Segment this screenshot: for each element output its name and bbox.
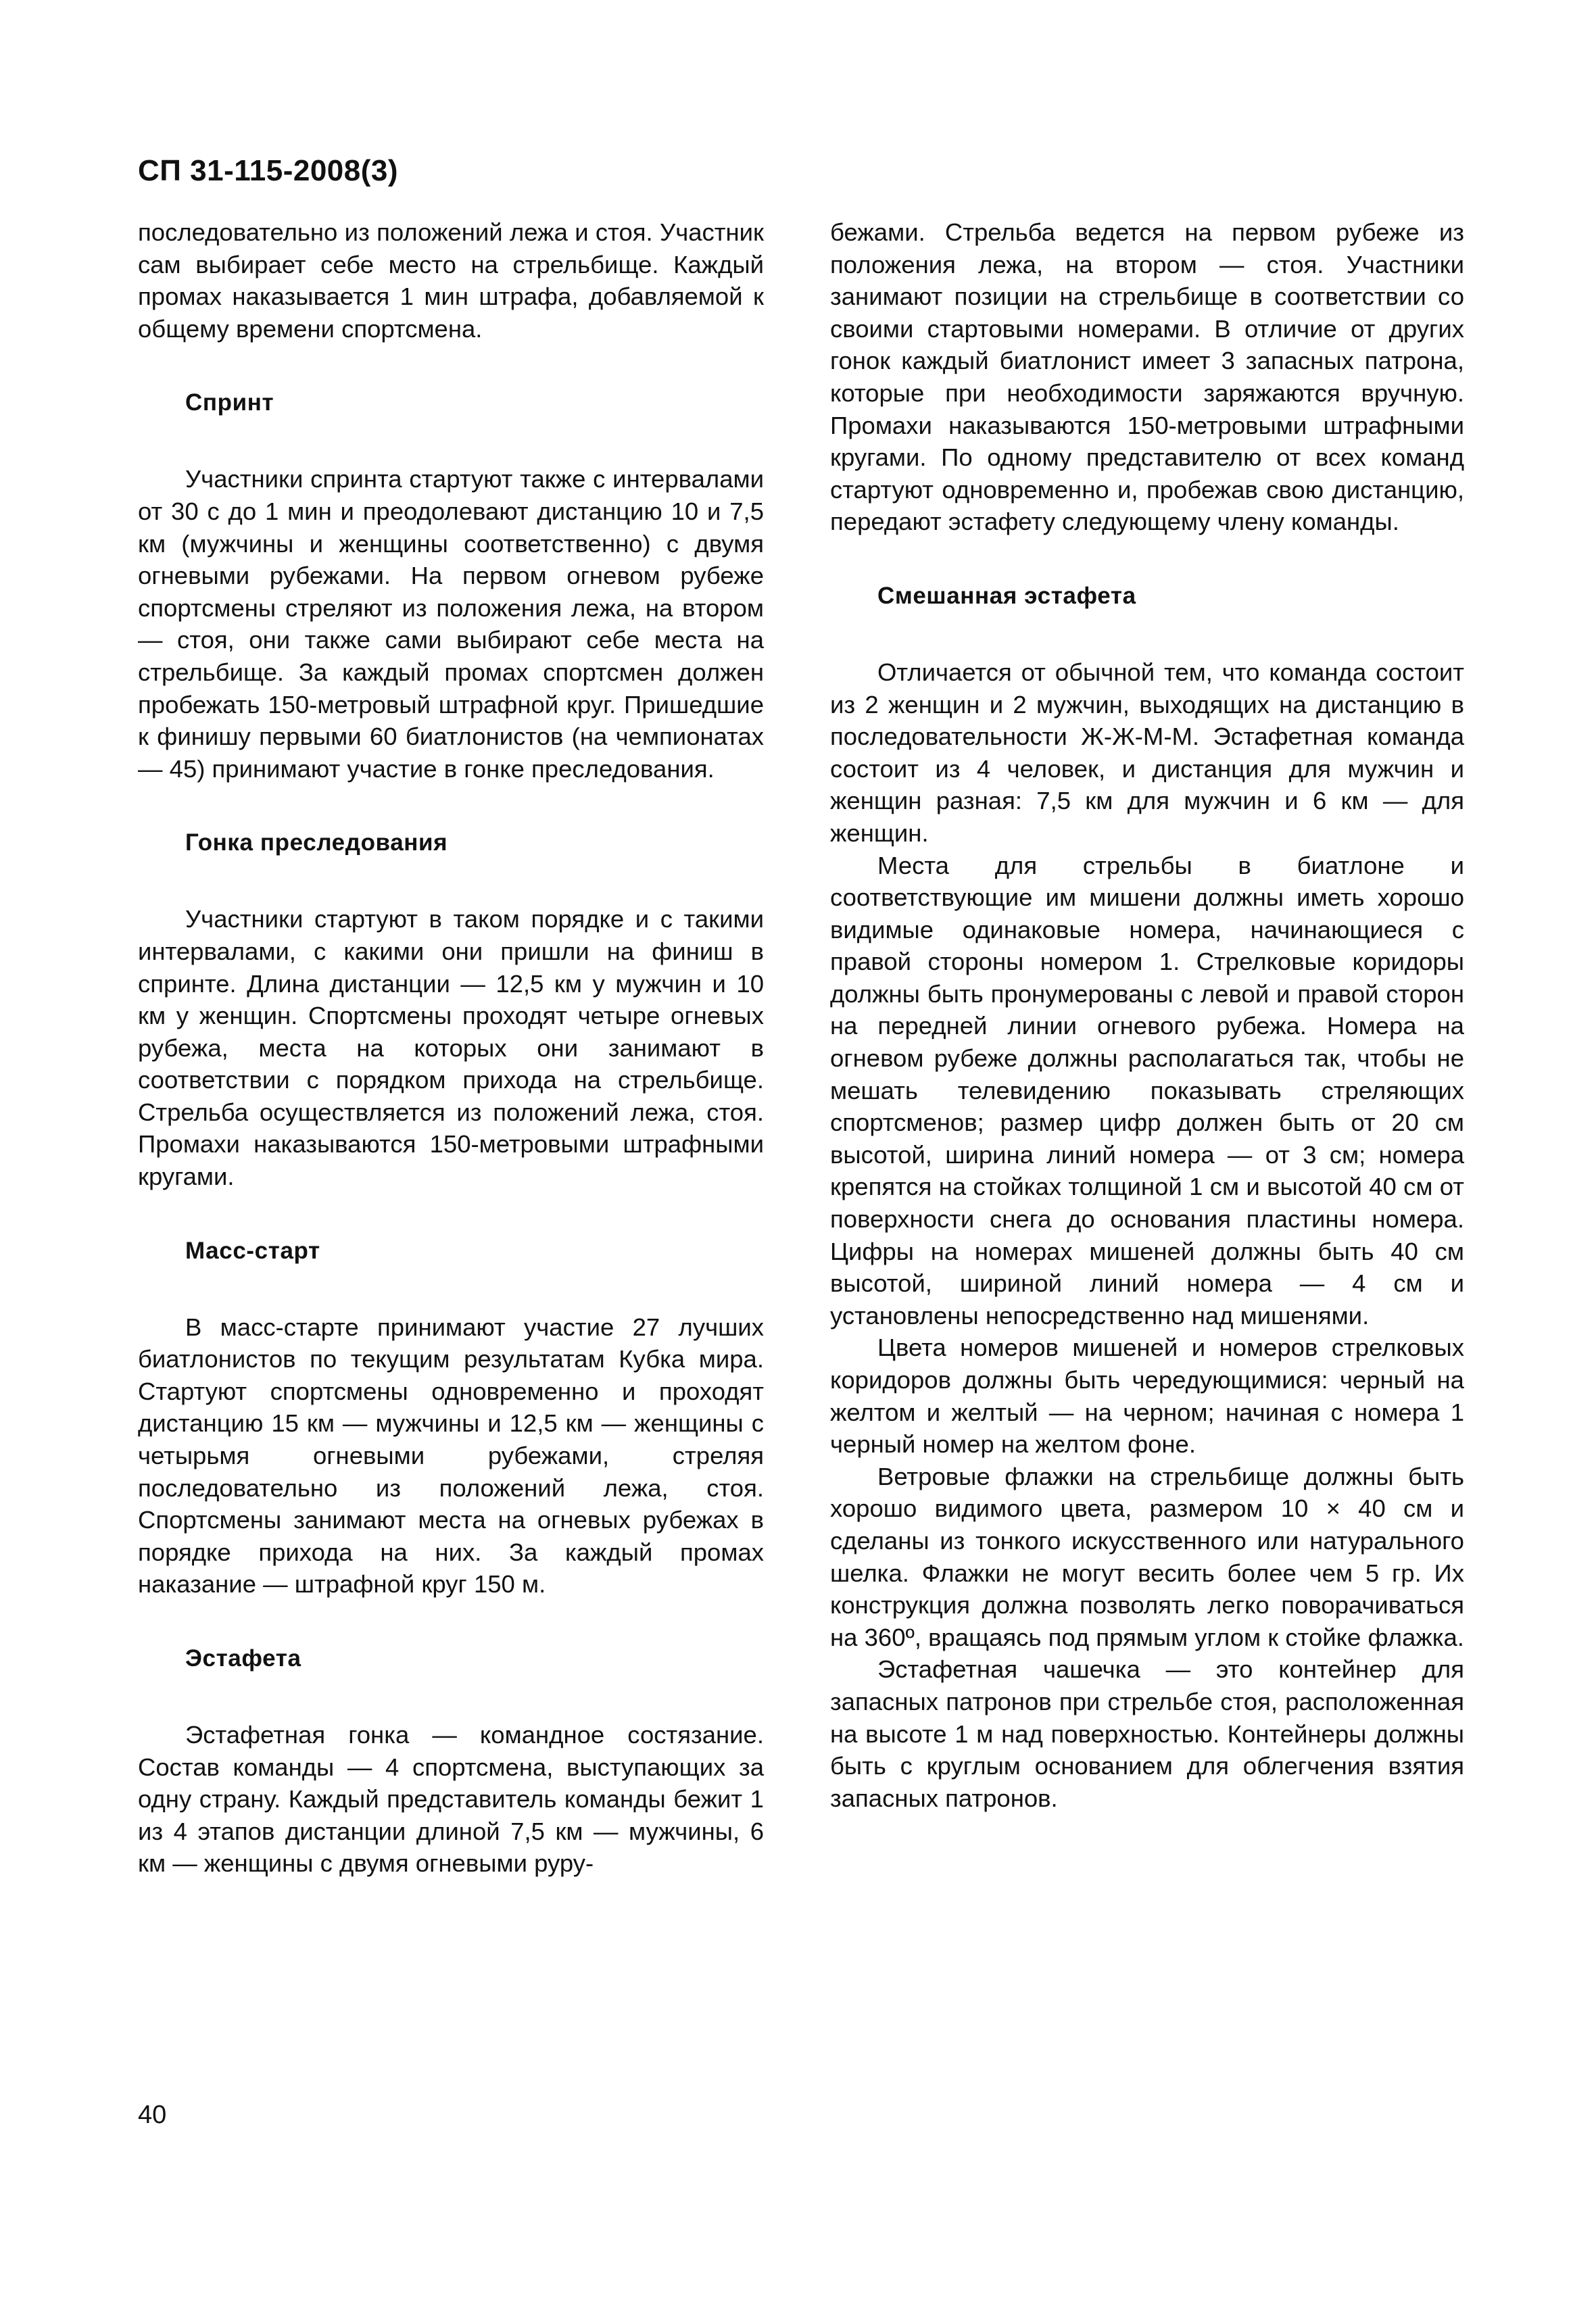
relay-paragraph-start: Эстафетная гонка — командное состязание. Состав команды — 4 спортсмена, выступающих за одну страну. Каждый представитель команды бежит 1 из 4 этапов дистанции длиной 7,5 км — мужчины, 6 км — женщины с двумя огневыми руру- — [138, 1721, 764, 1878]
left-column — [138, 216, 764, 1880]
mass-start-paragraph: В масс-старте принимают участие 27 лучших биатлонистов по текущим результатам Кубка мира. Стартуют спортсмены одновременно и проходят дистанцию 15 км — мужчины и 12,5 км — женщины с четырьмя огневыми рубежами, стреляя последовательно из положений лежа, стоя. Спортсмены занимают места на огневых рубежах в порядке прихода на них. За каждый промах наказание — штрафной круг 150 м. — [138, 1313, 764, 1599]
mixed-relay-heading: Смешанная эстафета — [877, 582, 1136, 609]
mixed-relay-paragraph-1: Отличается от обычной тем, что команда состоит из 2 женщин и 2 мужчин, выходящих на дистанцию в последовательности Ж-Ж-М-М. Эстафетная команда состоит из 4 человек, и дистанция для мужчин и женщин разная: 7,5 км для мужчин и 6 км — для женщин. — [830, 658, 1464, 847]
relay-paragraph-continued: бежами. Стрельба ведется на первом рубеже из положения лежа, на втором — стоя. Участники занимают позиции на стрельбище в соответствии со своими стартовыми номерами. В отличие от других гонок каждый биатлонист имеет 3 запасных патрона, которые при необходимости заряжаются вручную. Промахи наказываются 150-метровыми штрафными кругами. По одному представителю от всех команд стартуют одновременно и, пробежав свою дистанцию, передают эстафету следующему члену команды. — [830, 218, 1464, 536]
mass-start-heading: Масс-старт — [185, 1237, 320, 1264]
relay-heading: Эстафета — [185, 1645, 301, 1672]
pursuit-heading: Гонка преследования — [185, 829, 448, 856]
mixed-relay-paragraph-4: Ветровые флажки на стрельбище должны быть хорошо видимого цвета, размером 10 × 40 см и сделаны из тонкого искусственного или натурального шелка. Флажки не могут весить более чем 5 гр. Их конструкция должна позволять легко поворачиваться на 360º, вращаясь под прямым углом к стойке флажка. — [830, 1462, 1464, 1651]
intro-paragraph: последовательно из положений лежа и стоя. Участник сам выбирает себе место на стрельбище. Каждый промах наказывается 1 мин штрафа, добавляемой к общему времени спортсмена. — [138, 218, 764, 343]
sprint-heading: Спринт — [185, 389, 274, 416]
mixed-relay-paragraph-5: Эстафетная чашечка — это контейнер для запасных патронов при стрельбе стоя, расположенная на высоте 1 м над поверхностью. Контейнеры должны быть с круглым основанием для облегчения взятия запасных патронов. — [830, 1655, 1464, 1812]
document-code-header: СП 31-115-2008(3) — [138, 154, 399, 187]
sprint-paragraph: Участники спринта стартуют также с интервалами от 30 с до 1 мин и преодолевают дистанцию 10 и 7,5 км (мужчины и женщины соответственно) с двумя огневыми рубежами. На первом огневом рубеже спортсмены стреляют из положения лежа, на втором — стоя, они также сами выбирают себе места на стрельбище. За каждый промах спортсмен должен пробежать 150-метровый штрафной круг. Пришедшие к финишу первыми 60 биатлонистов (на чемпионатах — 45) принимают участие в гонке преследования. — [138, 465, 764, 783]
pursuit-paragraph: Участники стартуют в таком порядке и с такими интервалами, с какими они пришли на финиш в спринте. Длина дистанции — 12,5 км у мужчин и 10 км у женщин. Спортсмены проходят четыре огневых рубежа, места на которых они занимают в соответствии с порядком прихода на стрельбище. Стрельба осуществляется из положений лежа, стоя. Промахи наказываются 150-метровыми штрафными кругами. — [138, 905, 764, 1191]
mixed-relay-paragraph-3: Цвета номеров мишеней и номеров стрелковых коридоров должны быть чередующимися: черный на желтом и желтый — на черном; начиная с номера 1 черный номер на желтом фоне. — [830, 1334, 1464, 1459]
page-number: 40 — [138, 2101, 167, 2129]
right-column — [830, 216, 1464, 1814]
mixed-relay-paragraph-2: Места для стрельбы в биатлоне и соответствующие им мишени должны иметь хорошо видимые одинаковые номера, начинающиеся с правой стороны номером 1. Стрелковые коридоры должны быть пронумерованы с левой и правой сторон на передней линии огневого рубежа. Номера на огневом рубеже должны располагаться так, чтобы не мешать телевидению показывать стреляющих спортсменов; размер цифр должен быть от 20 см высотой, ширина линий номера — от 3 см; номера крепятся на стойках толщиной 1 см и высотой 40 см от поверхности снега до основания пластины номера. Цифры на номерах мишеней должны быть 40 см высотой, шириной линий номера — 4 см и установлены непосредственно над мишенями. — [830, 851, 1464, 1330]
